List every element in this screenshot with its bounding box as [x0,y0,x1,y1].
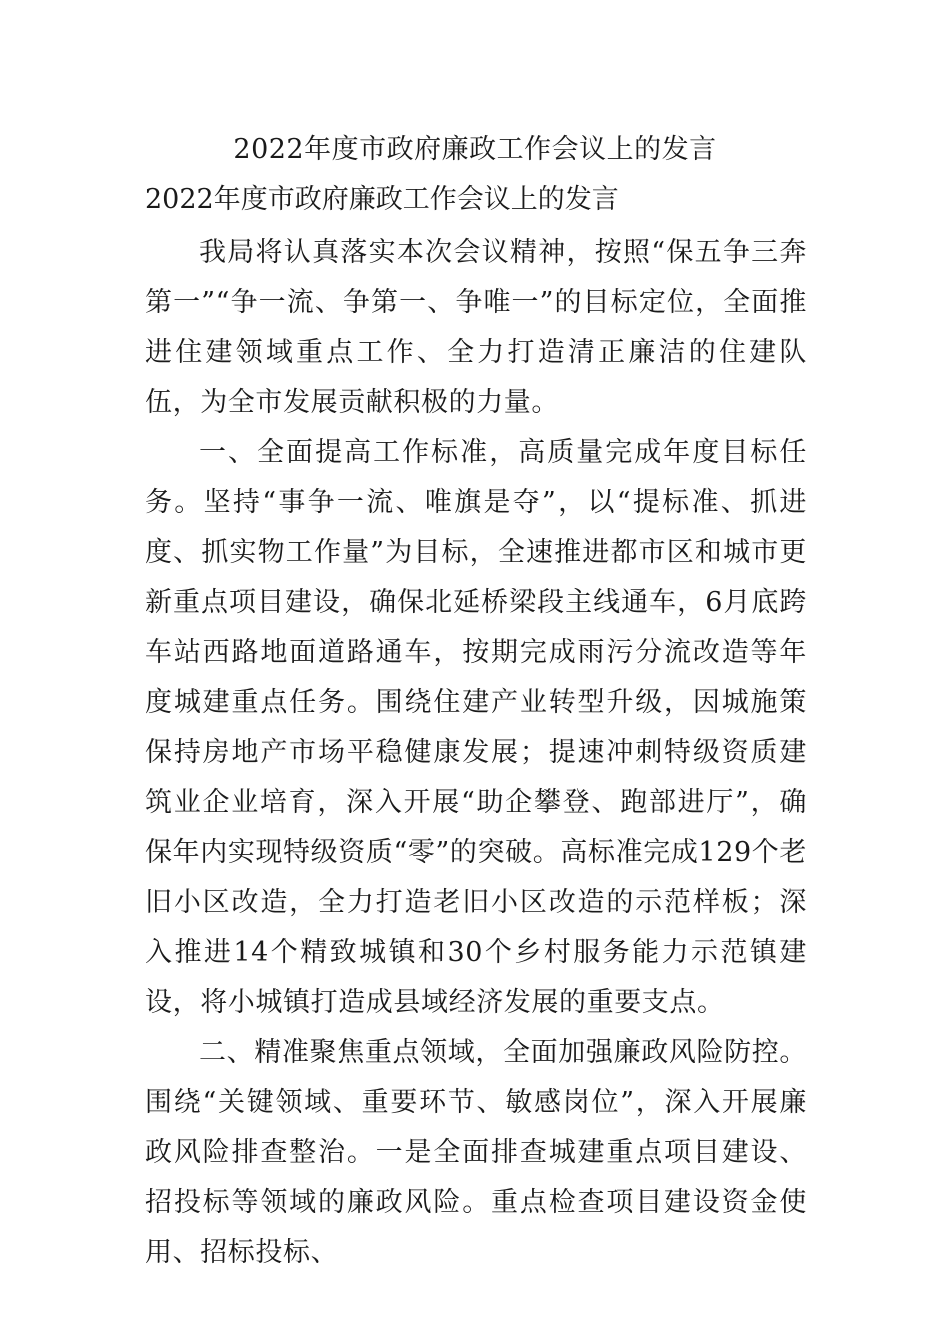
paragraph-intro: 我局将认真落实本次会议精神，按照“保五争三奔第一”“争一流、争第一、争唯一”的目标定位，全面推进住建领域重点工作、全力打造清正廉洁的住建队伍，为全市发展贡献积极的力量。 [145,237,807,418]
paragraph-section-two: 二、精准聚焦重点领域，全面加强廉政风险防控。围绕“关键领域、重要环节、敏感岗位”，深入开展廉政风险排查整治。一是全面排查城建重点项目建设、招投标等领域的廉政风险。重点检查项目建设资金使用、招标投标、 [145,1037,807,1268]
paragraph-section-one: 一、全面提高工作标准，高质量完成年度目标任务。坚持“事争一流、唯旗是夺”，以“提标准、抓进度、抓实物工作量”为目标，全速推进都市区和城市更新重点项目建设，确保北延桥梁段主线通车，6月底跨车站西路地面道路通车，按期完成雨污分流改造等年度城建重点任务。围绕住建产业转型升级，因城施策保持房地产市场平稳健康发展；提速冲刺特级资质建筑业企业培育，深入开展“助企攀登、跑部进厅”，确保年内实现特级资质“零”的突破。高标准完成129个老旧小区改造，全力打造老旧小区改造的示范样板；深入推进14个精致城镇和30个乡村服务能力示范镇建设，将小城镇打造成县域经济发展的重要支点。 [145,437,807,1018]
document-body [145,228,807,1278]
document-title: 2022年度市政府廉政工作会议上的发言 [233,134,717,165]
document-subtitle: 2022年度市政府廉政工作会议上的发言 [145,184,619,215]
